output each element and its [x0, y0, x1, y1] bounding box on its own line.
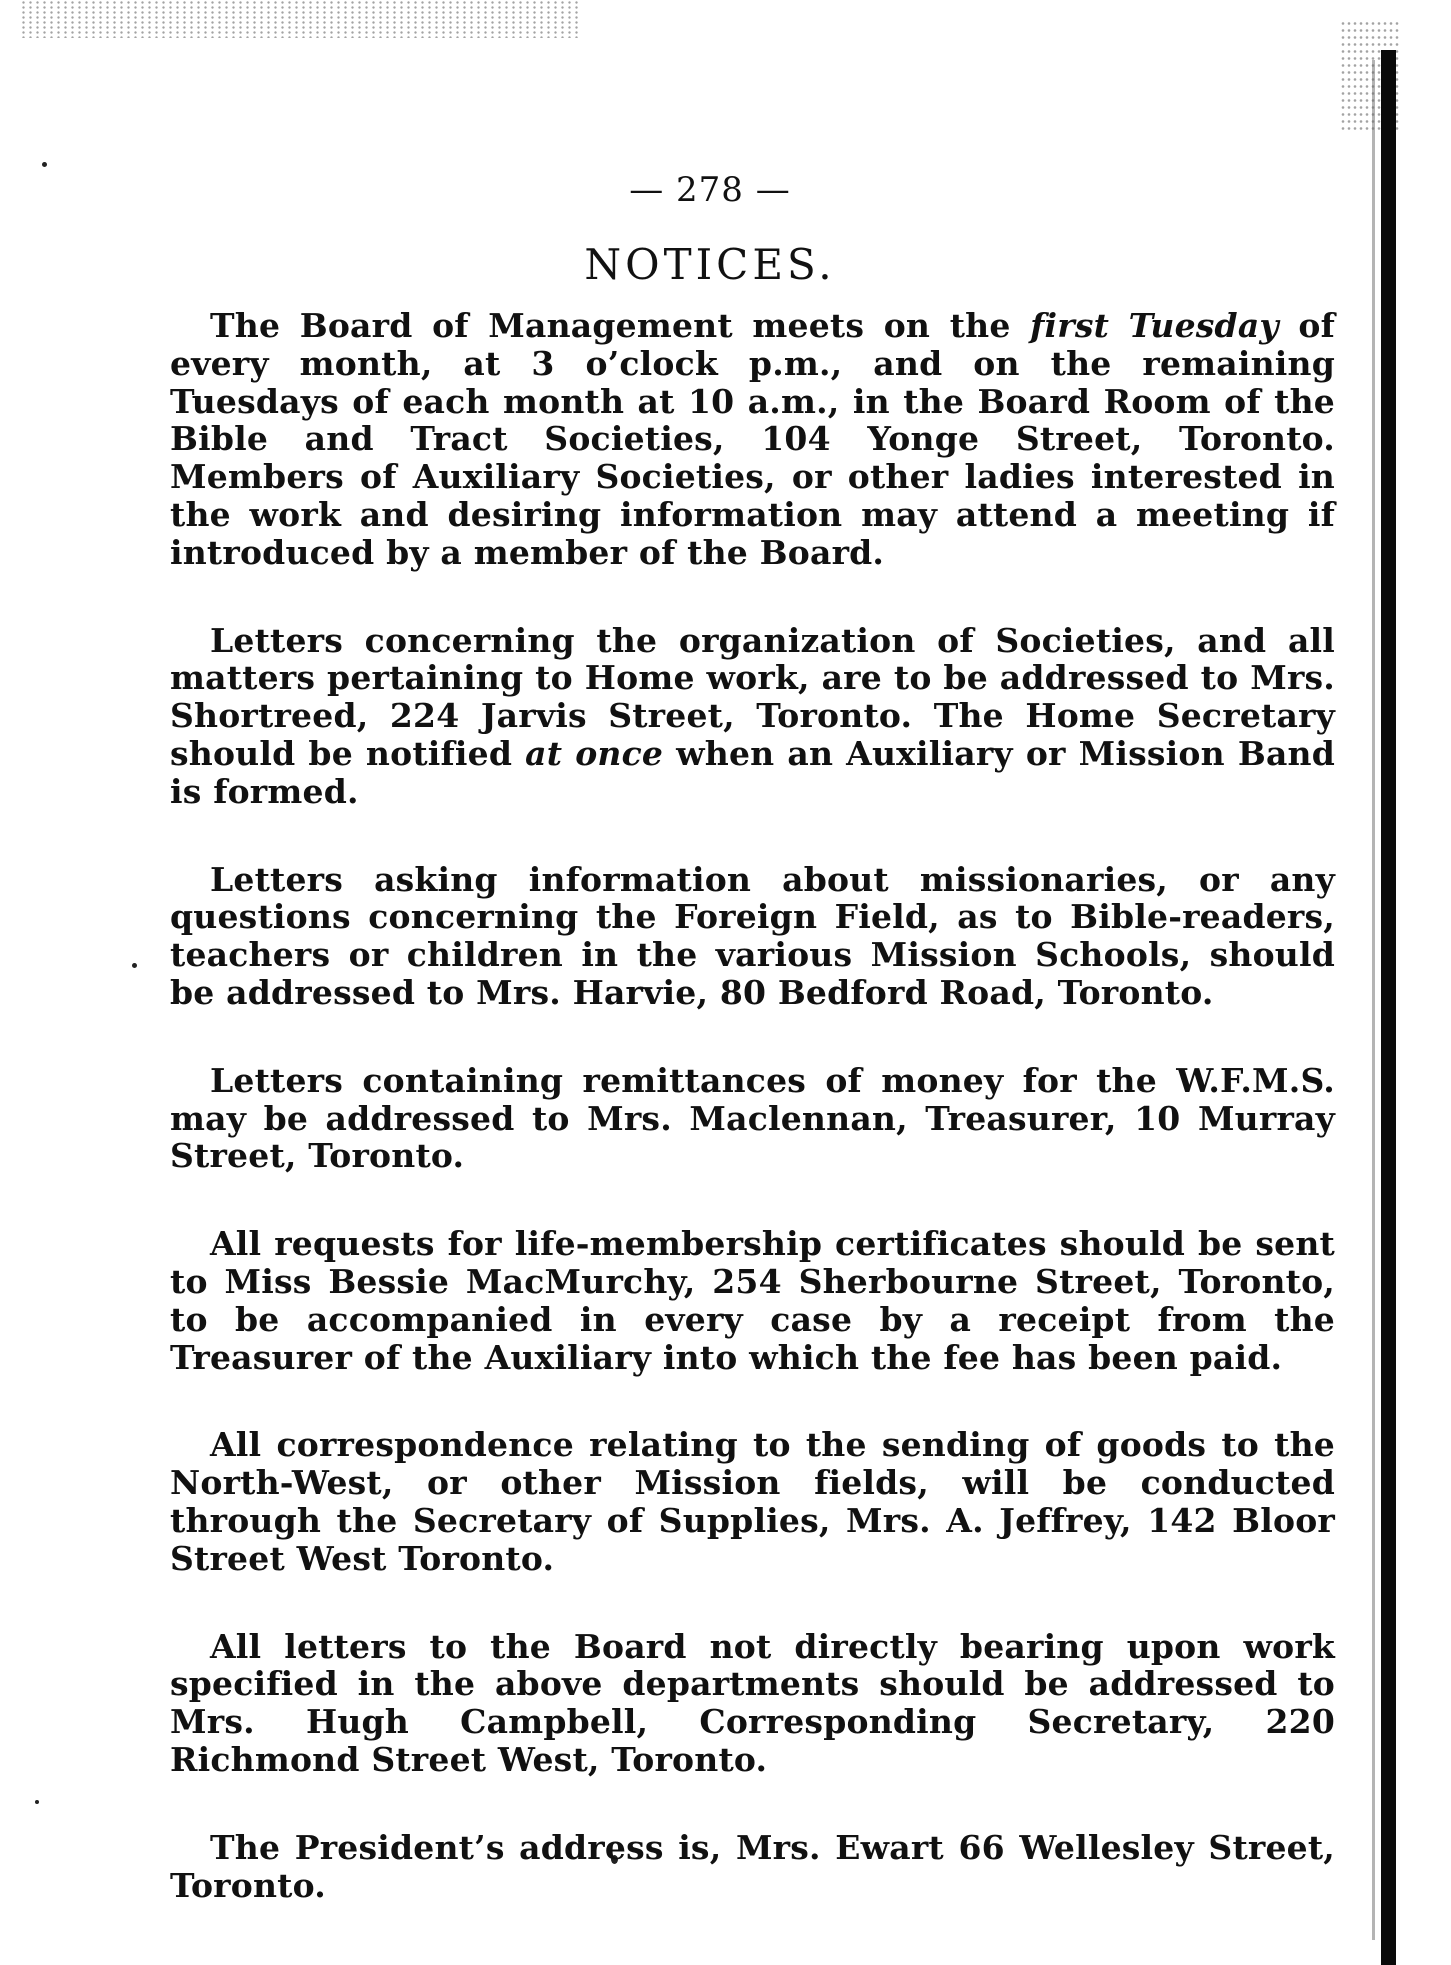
- page-heading: NOTICES.: [584, 240, 836, 289]
- notice-life-membership: All requests for life-membership certificates should be sent to Miss Bessie MacMurchy, 254 Sherbourne Street, Toronto, to be accompanied in every case by a receipt from the Treasurer of the Auxiliary into which the fee has been paid.: [170, 1224, 1335, 1377]
- notice-text: when an Auxiliary or Mission Band is formed.: [170, 733, 1336, 811]
- page-edge-shadow: [1372, 60, 1375, 1940]
- notice-supplies: All correspondence relating to the sending of goods to the North-West, or other Mission fields, will be conducted through the Secretary of Supplies, Mrs. A. Jeffrey, 142 Bloor Street West Toronto.: [170, 1425, 1335, 1578]
- notice-text: The Board of Management meets on the: [210, 306, 1031, 345]
- scan-speck: [42, 162, 47, 167]
- scan-speck: [35, 1800, 39, 1804]
- page-edge-bar: [1381, 50, 1396, 1965]
- notice-president-address: The President’s address is, Mrs. Ewart 66 Wellesley Street, Toronto.: [170, 1827, 1335, 1905]
- notice-board-meetings: [170, 307, 1335, 572]
- notice-text: of every month, at 3 o’clock p.m., and on the remaining Tuesdays of each month at 10 a.m., in the Board Room of the Bible and Tract Societies, 104 Yonge Street, Toronto. Members of Auxiliary Societies, or other ladies interested in the work and desiring information may attend a meeting if introduced by a member of the Board.: [170, 306, 1335, 572]
- page-number: — 278 —: [629, 170, 791, 210]
- notice-home-work: [170, 622, 1335, 811]
- notice-emphasis: first Tuesday: [1030, 306, 1279, 345]
- notice-emphasis: at once: [525, 733, 664, 773]
- notice-text: Letters concerning the organization of Societies, and all matters pertaining to Home work, are to be addressed to Mrs. Shortreed, 224 Jarvis Street, Toronto. The Home Secretary should be notified: [170, 620, 1335, 773]
- scan-speck: [132, 963, 137, 968]
- notice-foreign-field: Letters asking information about missionaries, or any questions concerning the Foreign Field, as to Bible-readers, teachers or children in the various Mission Schools, should be addressed to Mrs. Harvie, 80 Bedford Road, Toronto.: [170, 859, 1335, 1012]
- notice-corresponding-secretary: All letters to the Board not directly bearing upon work specified in the above departments should be addressed to Mrs. Hugh Campbell, Corresponding Secretary, 220 Richmond Street West, Toronto.: [170, 1626, 1335, 1779]
- notice-remittances: Letters containing remittances of money for the W.F.M.S. may be addressed to Mrs. Maclennan, Treasurer, 10 Murray Street, Toronto.: [170, 1060, 1335, 1176]
- scan-noise-top: [20, 0, 580, 38]
- notices-body: [170, 307, 1335, 1904]
